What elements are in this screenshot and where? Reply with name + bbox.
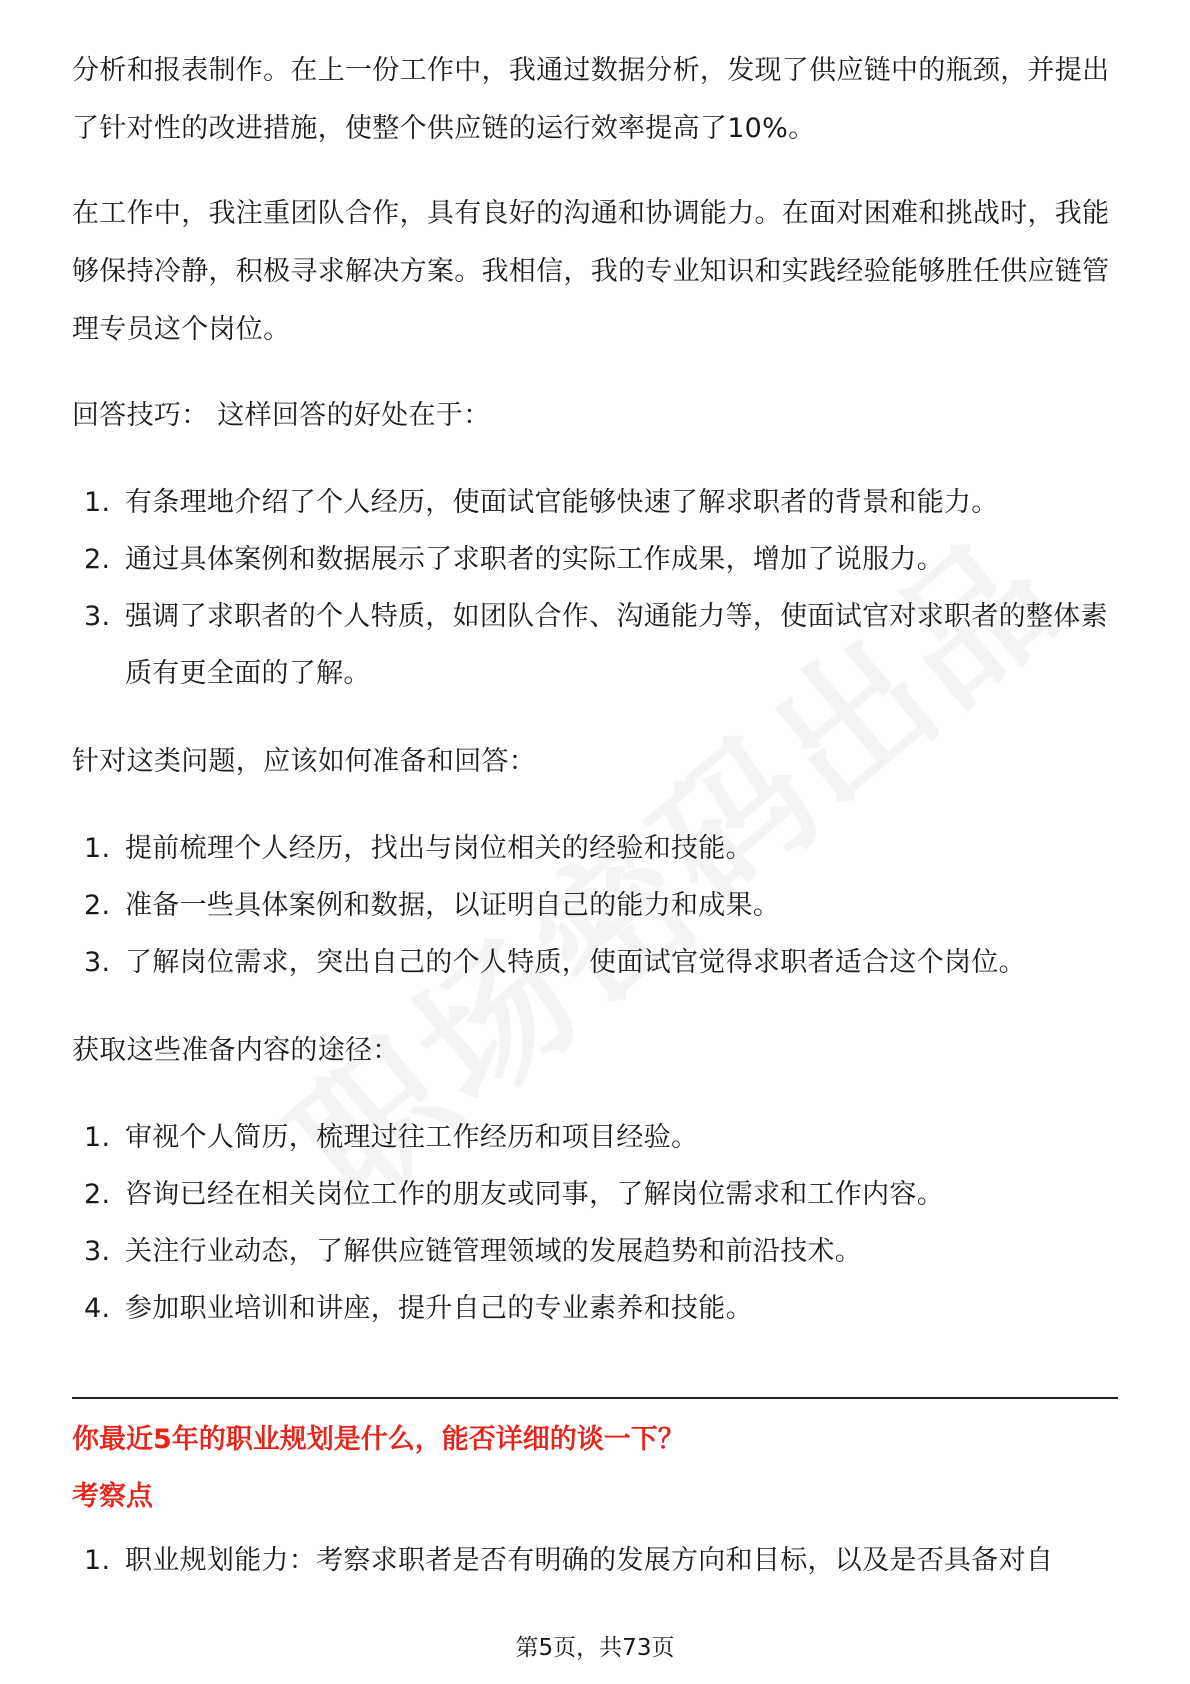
list-item: 1. 职业规划能力：考察求职者是否有明确的发展方向和目标，以及是否具备对自: [84, 1545, 1054, 1576]
intro-paragraph: 分析和报表制作。在上一份工作中，我通过数据分析，发现了供应链中的瓶颈，并提出了针对性的改进措施，使整个供应链的运行效率提高了10%。: [72, 55, 1110, 144]
sources-heading: 获取这些准备内容的途径：: [72, 1035, 400, 1066]
page-number: 第5页，共73页: [515, 1635, 675, 1661]
list-item: 2. 通过具体案例和数据展示了求职者的实际工作成果，增加了说服力。: [84, 544, 944, 575]
prepare-list: [72, 820, 1118, 991]
assessment-points-list: [72, 1532, 1118, 1589]
tips-heading: 回答技巧： 这样回答的好处在于：: [72, 400, 491, 431]
list-item: 3. 强调了求职者的个人特质，如团队合作、沟通能力等，使面试官对求职者的整体素质有更全面的了解。: [84, 601, 1108, 689]
assessment-points-heading: 考察点: [72, 1481, 153, 1512]
list-item: 1. 提前梳理个人经历，找出与岗位相关的经验和技能。: [84, 833, 753, 864]
teamwork-paragraph: 在工作中，我注重团队合作，具有良好的沟通和协调能力。在面对困难和挑战时，我能够保持冷静，积极寻求解决方案。我相信，我的专业知识和实践经验能够胜任供应链管理专员这个岗位。: [72, 198, 1110, 345]
tips-list: [72, 474, 1118, 702]
list-item: 3. 了解岗位需求，突出自己的个人特质，使面试官觉得求职者适合这个岗位。: [84, 947, 1026, 978]
list-item: 3. 关注行业动态，了解供应链管理领域的发展趋势和前沿技术。: [84, 1236, 863, 1267]
list-item: 1. 有条理地介绍了个人经历，使面试官能够快速了解求职者的背景和能力。: [84, 487, 999, 518]
list-item: 2. 准备一些具体案例和数据，以证明自己的能力和成果。: [84, 890, 781, 921]
list-item: 4. 参加职业培训和讲座，提升自己的专业素养和技能。: [84, 1293, 753, 1324]
section-divider: [72, 1397, 1118, 1399]
list-item: 2. 咨询已经在相关岗位工作的朋友或同事，了解岗位需求和工作内容。: [84, 1179, 944, 1210]
sources-list: [72, 1109, 1118, 1337]
prepare-heading: 针对这类问题，应该如何准备和回答：: [72, 746, 537, 777]
list-item: 1. 审视个人简历，梳理过往工作经历和项目经验。: [84, 1122, 699, 1153]
question-title: 你最近5年的职业规划是什么，能否详细的谈一下？: [72, 1424, 685, 1455]
